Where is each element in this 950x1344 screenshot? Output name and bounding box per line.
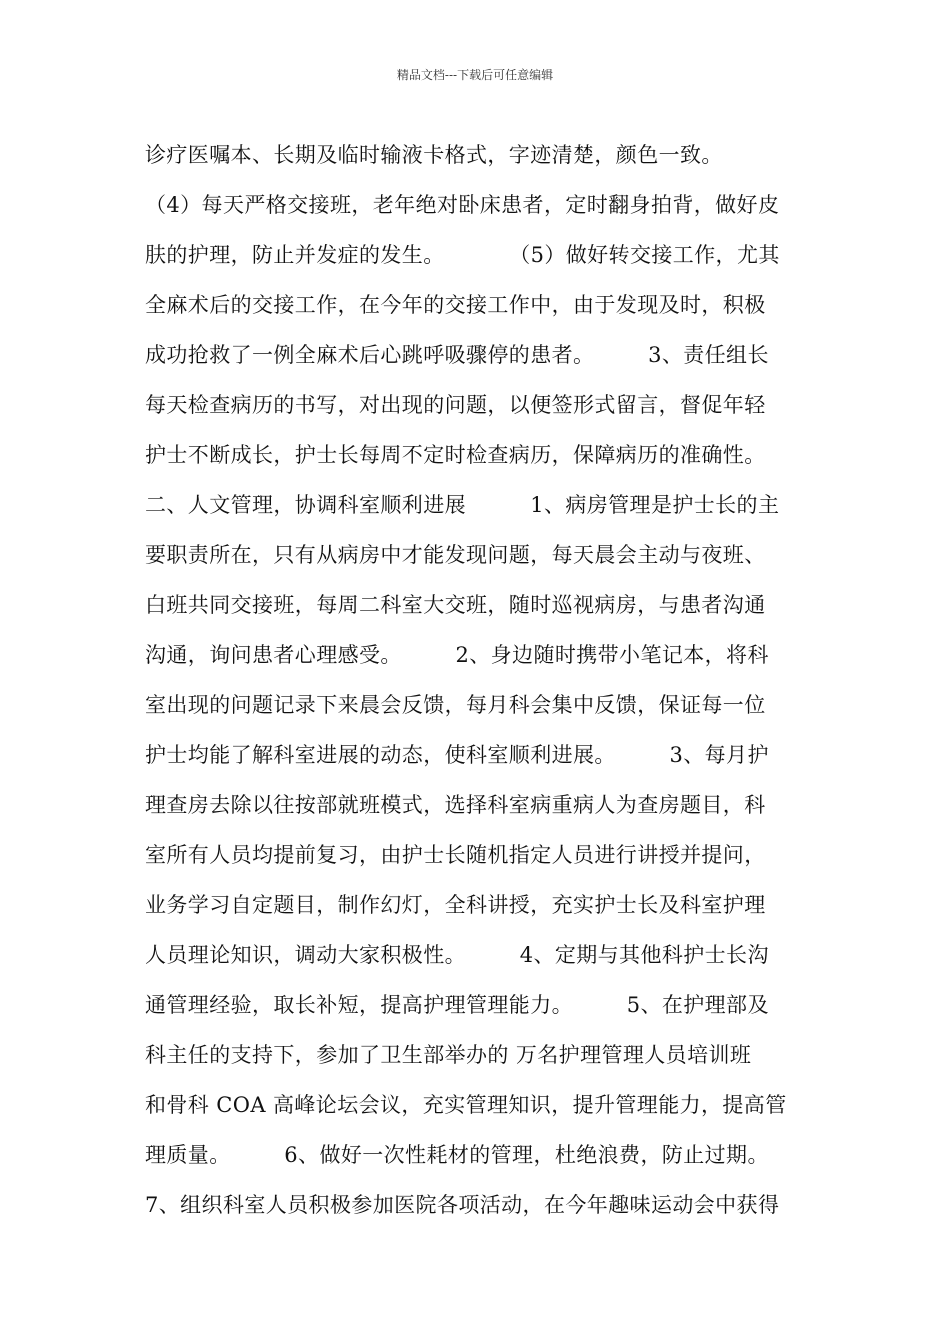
- text-line: 护士不断成长，护士长每周不定时检查病历，保障病历的准确性。: [145, 443, 766, 467]
- text-line: 和骨科 COA 高峰论坛会议，充实管理知识，提升管理能力，提高管: [145, 1093, 787, 1117]
- text-line: （4）每天严格交接班，老年绝对卧床患者，定时翻身拍背，做好皮: [145, 193, 780, 217]
- text-line: 护士均能了解科室进展的动态，使科室顺利进展。 3、每月护: [145, 743, 769, 767]
- text-line: 室所有人员均提前复习，由护士长随机指定人员进行讲授并提问，: [145, 843, 766, 867]
- page-header: 精品文档---下载后可任意编辑: [396, 68, 554, 82]
- text-line: 二、人文管理，协调科室顺利进展 1、病房管理是护士长的主: [145, 493, 780, 517]
- text-line: 通管理经验，取长补短，提高护理管理能力。 5、在护理部及: [145, 993, 769, 1017]
- text-line: 全麻术后的交接工作，在今年的交接工作中，由于发现及时，积极: [145, 293, 766, 317]
- text-line: 7、组织科室人员积极参加医院各项活动，在今年趣味运动会中获得: [145, 1193, 780, 1217]
- text-line: 室出现的问题记录下来晨会反馈，每月科会集中反馈，保证每一位: [145, 693, 766, 717]
- text-line: 每天检查病历的书写，对出现的问题，以便签形式留言，督促年轻: [145, 393, 766, 417]
- text-line: 白班共同交接班，每周二科室大交班，随时巡视病房，与患者沟通: [145, 593, 766, 617]
- text-line: 科主任的支持下，参加了卫生部举办的 万名护理管理人员培训班: [145, 1043, 752, 1067]
- text-line: 要职责所在，只有从病房中才能发现问题，每天晨会主动与夜班、: [145, 543, 766, 567]
- text-line: 诊疗医嘱本、长期及临时输液卡格式，字迹清楚，颜色一致。: [145, 143, 723, 167]
- text-line: 成功抢救了一例全麻术后心跳呼吸骤停的患者。 3、责任组长: [145, 343, 769, 367]
- text-line: 理查房去除以往按部就班模式，选择科室病重病人为查房题目，科: [145, 793, 766, 817]
- text-line: 肤的护理，防止并发症的发生。 （5）做好转交接工作，尤其: [145, 243, 780, 267]
- body-text: [145, 130, 810, 1230]
- text-line: 沟通，询问患者心理感受。 2、身边随时携带小笔记本，将科: [145, 643, 769, 667]
- text-line: 人员理论知识，调动大家积极性。 4、定期与其他科护士长沟: [145, 943, 769, 967]
- text-line: 业务学习自定题目，制作幻灯，全科讲授，充实护士长及科室护理: [145, 893, 766, 917]
- text-line: 理质量。 6、做好一次性耗材的管理，杜绝浪费，防止过期。: [145, 1143, 769, 1167]
